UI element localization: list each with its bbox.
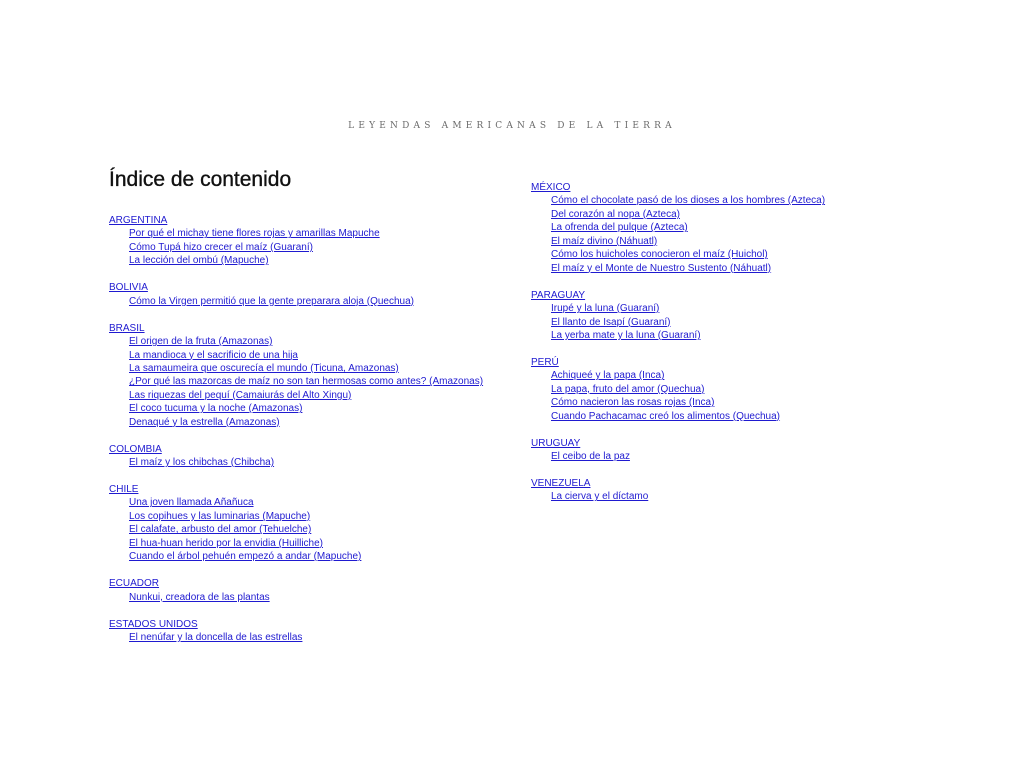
- country-link-mexico[interactable]: MÉXICO: [531, 182, 571, 193]
- story-link[interactable]: Cómo los huicholes conocieron el maíz (Huichol): [551, 249, 768, 261]
- story-link[interactable]: Por qué el michay tiene flores rojas y amarillas Mapuche: [129, 228, 380, 240]
- country-section-colombia: [109, 443, 579, 470]
- story-link[interactable]: Denaqué y la estrella (Amazonas): [129, 416, 280, 428]
- series-title: LEYENDAS AMERICANAS DE LA TIERRA: [348, 121, 676, 131]
- story-link[interactable]: La lección del ombú (Mapuche): [129, 255, 269, 267]
- country-link-chile[interactable]: CHILE: [109, 484, 139, 495]
- country-section-uruguay: [531, 437, 1001, 464]
- story-link[interactable]: La papa, fruto del amor (Quechua): [551, 383, 705, 395]
- country-link-bolivia[interactable]: BOLIVIA: [109, 282, 148, 294]
- country-section-brasil: [109, 322, 579, 430]
- country-link-peru[interactable]: PERÚ: [531, 356, 559, 368]
- story-link[interactable]: El coco tucuma y la noche (Amazonas): [129, 403, 303, 415]
- story-link[interactable]: El llanto de Isapí (Guaraní): [551, 316, 671, 328]
- story-link[interactable]: Irupé y la luna (Guaraní): [551, 303, 660, 315]
- story-link[interactable]: El calafate, arbusto del amor (Tehuelche): [129, 524, 312, 536]
- country-section-estados-unidos: [109, 618, 579, 645]
- story-link[interactable]: El maíz y el Monte de Nuestro Sustento (Náhuatl): [551, 262, 772, 274]
- country-section-venezuela: [531, 477, 1001, 504]
- country-section-peru: [531, 356, 1001, 423]
- country-section-mexico: [531, 181, 1001, 275]
- story-link[interactable]: Cómo Tupá hizo crecer el maíz (Guaraní): [129, 241, 313, 253]
- story-link[interactable]: El nenúfar y la doncella de las estrellas: [129, 631, 303, 643]
- country-link-argentina[interactable]: ARGENTINA: [109, 215, 168, 226]
- story-link[interactable]: ¿Por qué las mazorcas de maíz no son tan hermosas como antes? (Amazonas): [129, 376, 484, 388]
- story-link[interactable]: El ceibo de la paz: [551, 451, 630, 463]
- story-link[interactable]: Cuando Pachacamac creó los alimentos (Quechua): [551, 410, 781, 422]
- country-link-paraguay[interactable]: PARAGUAY: [531, 289, 586, 301]
- story-link[interactable]: Cómo la Virgen permitió que la gente preparara aloja (Quechua): [129, 295, 414, 307]
- story-link[interactable]: El hua-huan herido por la envidia (Huilliche): [129, 537, 323, 549]
- story-link[interactable]: La mandioca y el sacrificio de una hija: [129, 349, 298, 361]
- story-link[interactable]: Nunkui, creadora de las plantas: [129, 591, 270, 603]
- story-link[interactable]: La cierva y el díctamo: [551, 491, 649, 503]
- country-link-uruguay[interactable]: URUGUAY: [531, 437, 581, 449]
- toc-title: Índice de contenido: [109, 168, 292, 191]
- story-link[interactable]: El maíz y los chibchas (Chibcha): [129, 457, 275, 469]
- story-link[interactable]: Del corazón al nopa (Azteca): [551, 208, 680, 220]
- story-link[interactable]: Los copihues y las luminarias (Mapuche): [129, 510, 311, 522]
- country-link-estados-unidos[interactable]: ESTADOS UNIDOS: [109, 618, 198, 630]
- story-link[interactable]: El origen de la fruta (Amazonas): [129, 336, 273, 348]
- country-section-ecuador: [109, 577, 579, 604]
- country-section-chile: [109, 483, 579, 564]
- country-link-brasil[interactable]: BRASIL: [109, 322, 145, 334]
- country-section-bolivia: [109, 281, 579, 308]
- country-section-paraguay: [531, 289, 1001, 343]
- country-link-ecuador[interactable]: ECUADOR: [109, 578, 160, 590]
- story-link[interactable]: Cómo el chocolate pasó de los dioses a los hombres (Azteca): [551, 195, 826, 207]
- story-link[interactable]: Una joven llamada Añañuca: [129, 497, 254, 509]
- story-link[interactable]: La ofrenda del pulque (Azteca): [551, 222, 688, 234]
- story-link[interactable]: Cuando el árbol pehuén empezó a andar (Mapuche): [129, 551, 362, 563]
- story-link[interactable]: Achiqueé y la papa (Inca): [551, 370, 665, 382]
- story-link[interactable]: La samaumeira que oscurecía el mundo (Ticuna, Amazonas): [129, 362, 399, 374]
- country-link-colombia[interactable]: COLOMBIA: [109, 443, 162, 455]
- story-link[interactable]: Las riquezas del pequí (Camaiurás del Alto Xingu): [129, 389, 352, 401]
- country-link-venezuela[interactable]: VENEZUELA: [531, 477, 591, 489]
- toc-column-right: [531, 181, 1001, 517]
- toc-column-left: [109, 214, 579, 658]
- story-link[interactable]: La yerba mate y la luna (Guaraní): [551, 329, 701, 341]
- story-link[interactable]: El maíz divino (Náhuatl): [551, 235, 658, 247]
- story-link[interactable]: Cómo nacieron las rosas rojas (Inca): [551, 397, 715, 409]
- country-section-argentina: [109, 214, 579, 268]
